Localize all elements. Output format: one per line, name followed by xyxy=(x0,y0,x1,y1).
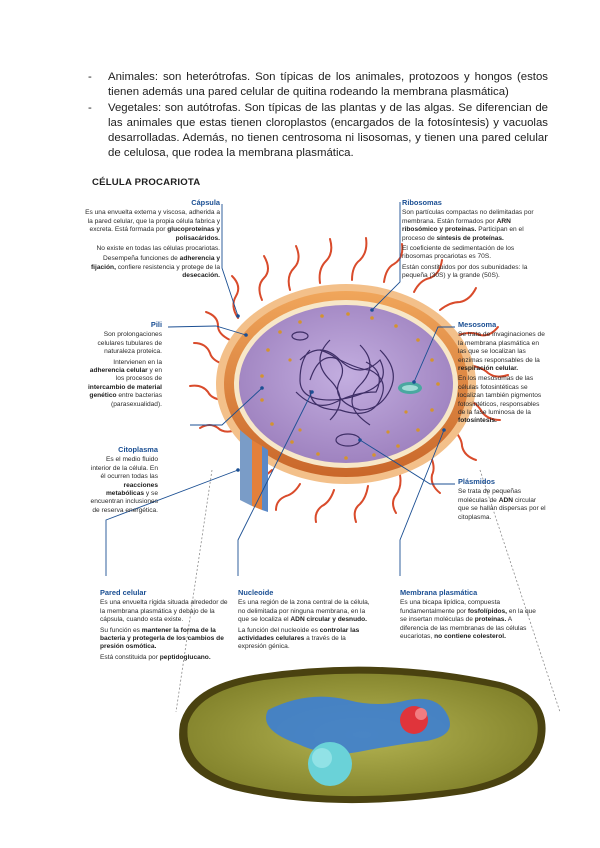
text-bold: ADN circular y desnudo. xyxy=(290,616,368,624)
label-pared-p3 xyxy=(100,654,228,662)
text-bold: adherencia y fijación, xyxy=(90,255,220,271)
bullet-dash: - xyxy=(88,71,92,83)
label-capsula-p3 xyxy=(84,255,220,280)
label-mesosoma-p1 xyxy=(458,331,546,373)
text: a través de la expresión génica. xyxy=(238,635,346,651)
text-bold: peptidoglucano. xyxy=(159,653,211,661)
text: en la que se insertan moléculas de xyxy=(400,607,536,624)
text: Son partículas compactas no delimitadas por membrana. Están formados por xyxy=(402,209,534,225)
label-ribosomas-title: Ribosomas xyxy=(402,198,442,207)
text-bold: desecación. xyxy=(182,272,220,280)
text: Es el medio fluido interior de la célula. En él ocurren todas las xyxy=(90,456,158,481)
text-bold: mantener la forma de la bacteria y protegerla de los cambios de presión osmótica. xyxy=(100,626,224,651)
label-plasmidos-p1 xyxy=(458,488,546,522)
text: Se trata de pequeñas moléculas de xyxy=(458,488,522,504)
text: Intervienen en la xyxy=(113,358,162,366)
text-bold: fosfolípidos, xyxy=(467,607,508,615)
text: Está constituida por xyxy=(100,653,160,661)
label-ribosomas-p3: Están constituidos por dos subunidades: la pequeña (30S) y la grande (50S). xyxy=(402,263,528,280)
text: y en los procesos de xyxy=(115,367,162,383)
label-ribosomas-p1 xyxy=(402,209,534,243)
text-bold: síntesis de proteínas. xyxy=(436,234,504,242)
text-bold: respiración celular. xyxy=(458,365,519,373)
text: Participan en el proceso de xyxy=(402,226,524,242)
label-membrana-title: Membrana plasmática xyxy=(400,588,478,597)
label-pared-title: Pared celular xyxy=(100,588,147,597)
label-pili xyxy=(82,321,162,411)
label-membrana xyxy=(400,589,540,643)
label-plasmidos-title: Plásmidos xyxy=(458,477,495,486)
text: Es una bicapa lipídica, compuesta fundamentalmente por xyxy=(400,599,501,615)
label-capsula-title: Cápsula xyxy=(191,198,220,207)
label-citoplasma xyxy=(88,446,158,517)
text: Desempeña funciones de xyxy=(103,255,180,263)
text-bold: adherencia celular xyxy=(89,367,148,375)
label-mesosoma-title: Mesosoma xyxy=(458,320,497,329)
label-membrana-p1 xyxy=(400,599,540,641)
text-bold: no contiene colesterol. xyxy=(434,633,506,641)
label-ribosomas xyxy=(402,199,534,283)
bullet-vegetales-text: Vegetales: son autótrofas. Son típicas de las plantas y de las algas. Se diferencian de las animales que estas tienen cloroplastos (encargados de la fotosíntesis) y vacuolas desarrolladas. Además, no tienen centrosoma ni lisosomas, y tienen una pared celular de celulosa, que rodea la membrana plasmática. xyxy=(108,102,548,159)
label-nucleoide xyxy=(238,589,374,654)
text: entre bacterias (parasexualidad). xyxy=(111,392,162,408)
text: La función del nucleoide es xyxy=(238,626,320,634)
cytoplasm-shape xyxy=(239,305,453,463)
text: Su función es xyxy=(100,626,142,634)
text-bold: ARN ribosómico y proteínas. xyxy=(402,217,511,234)
label-pili-p1: Son prolongaciones celulares tubulares de naturaleza proteica. xyxy=(97,331,162,356)
label-capsula-p1 xyxy=(84,209,220,243)
label-pili-p2 xyxy=(82,359,162,409)
text: Es una envuelta externa y viscosa, adherida a la pared celular, que la propia célula fabrica y excreta. Está formada por xyxy=(85,209,220,234)
text: y se encuentran inclusiones de reserva energética. xyxy=(90,490,158,514)
text: Se trata de invaginaciones de la membrana plasmática en las que se localizan las enzimas responsables de la xyxy=(458,331,545,364)
mesosome-inner xyxy=(402,385,418,391)
text: Es una región de la zona central de la célula, no delimitada por ninguna membrana, en la que se localiza el xyxy=(238,599,370,624)
text: En los mesosomas de las células fotosintéticas se localizan también pigmentos fotosintéticos, responsables de la fase luminosa de la xyxy=(458,375,542,417)
text-bold: proteínas. xyxy=(474,616,507,624)
label-pili-title: Pili xyxy=(150,320,162,329)
text: A diferencia de las membranas de las células eucariotas, xyxy=(400,616,527,641)
label-citoplasma-p1 xyxy=(88,456,158,515)
label-mesosoma-p2 xyxy=(458,375,546,425)
label-plasmidos xyxy=(458,478,546,524)
label-capsula-p2: No existe en todas las células procariotas. xyxy=(96,245,220,253)
label-pared-p2 xyxy=(100,627,228,652)
text-bold: reacciones metabólicas xyxy=(105,481,158,498)
bacterium-micrograph xyxy=(179,667,545,803)
label-mesosoma xyxy=(458,321,546,428)
bullet-dash: - xyxy=(88,102,92,114)
label-pared xyxy=(100,589,228,664)
label-pared-p1: Es una envuelta rígida situada alrededor de la membrana plasmática y debajo de la cápsula, cuando esta existe. xyxy=(100,599,228,624)
bullet-animales-text: Animales: son heterótrofas. Son típicas de los animales, protozoos y hongos (estos tienen además una pared celular de quitina rodeando la membrana plasmática) xyxy=(108,71,548,98)
label-nucleoide-p1 xyxy=(238,599,374,624)
text: circular que se hallan dispersas por el citoplasma. xyxy=(458,496,546,521)
label-nucleoide-title: Nucleoide xyxy=(238,588,274,597)
text-bold: ADN xyxy=(498,496,513,504)
text-bold: fotosíntesis. xyxy=(458,417,497,425)
label-ribosomas-p2: El coeficiente de sedimentación de los ribosomas procariotas es 70S. xyxy=(402,245,515,261)
label-citoplasma-title: Citoplasma xyxy=(118,445,158,454)
text-bold: glucoproteínas y polisacáridos. xyxy=(167,226,220,242)
label-capsula xyxy=(84,199,220,283)
text-bold: controlar las actividades celulares xyxy=(238,626,360,643)
text-bold: intercambio de material genético xyxy=(87,383,162,400)
text: confiere resistencia y protege de la xyxy=(115,263,220,271)
label-nucleoide-p2 xyxy=(238,627,374,652)
section-title: CÉLULA PROCARIOTA xyxy=(92,177,201,188)
